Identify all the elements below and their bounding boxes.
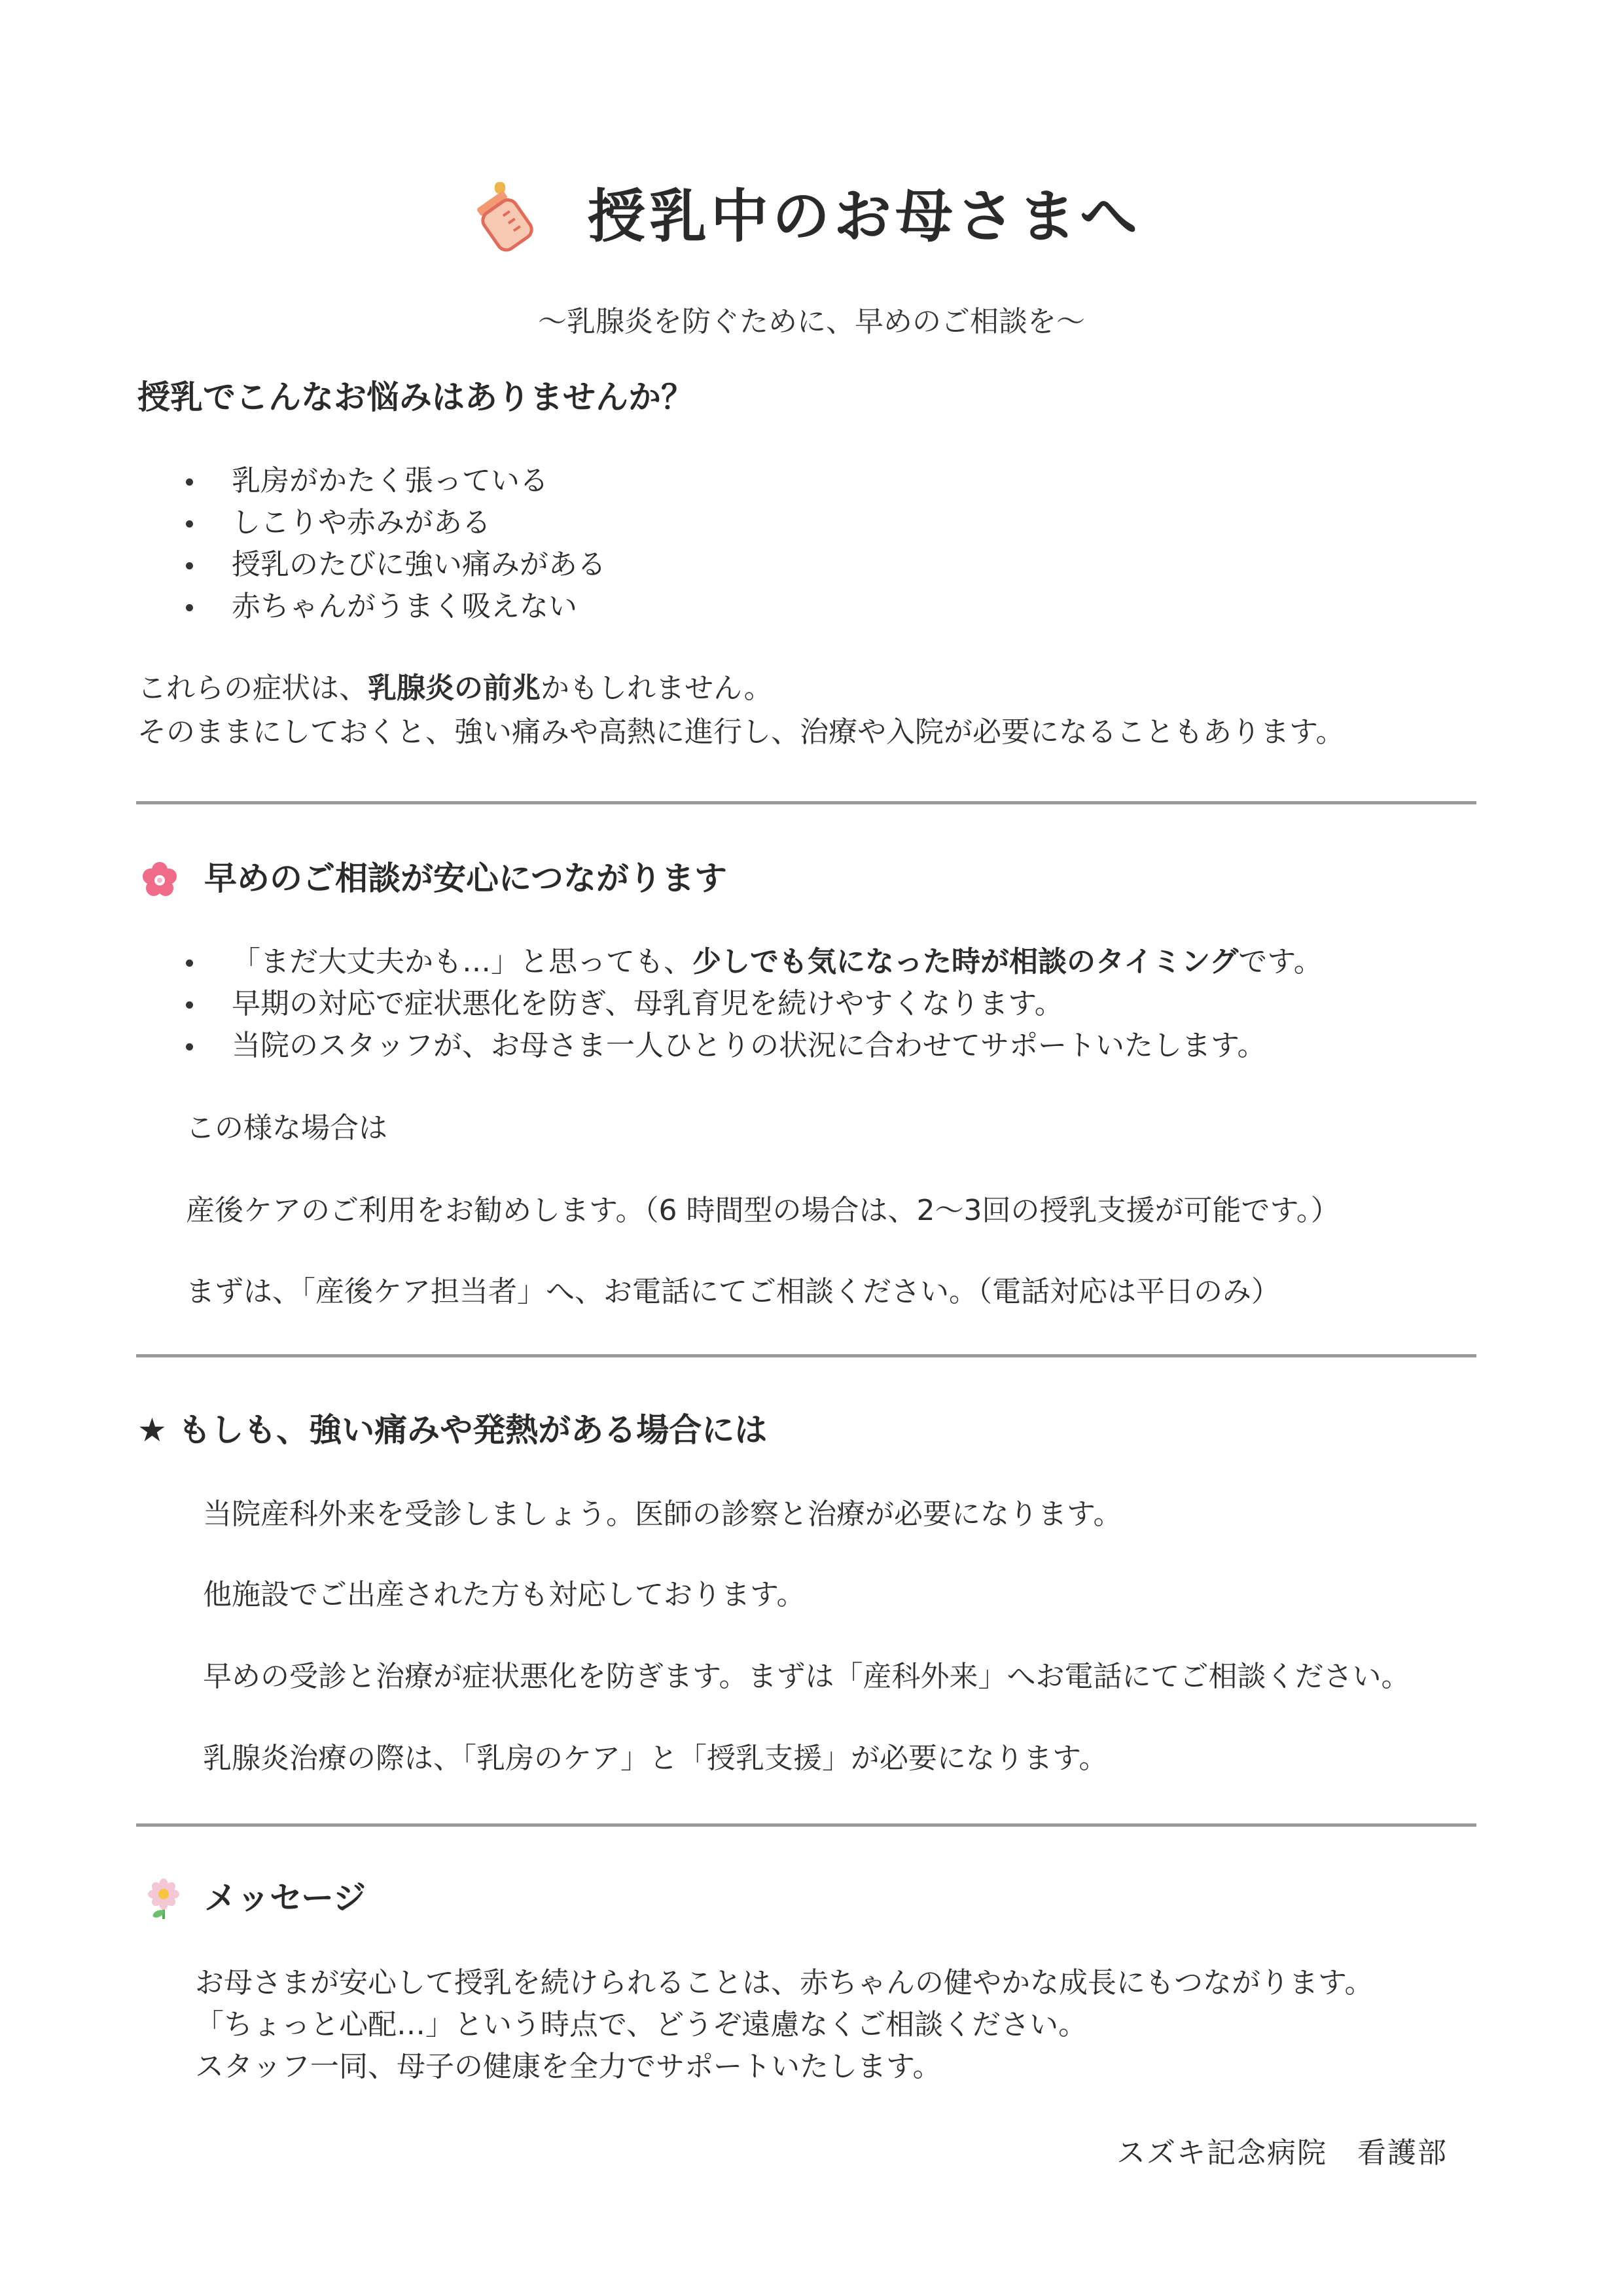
text-span: 「まだ大丈夫かも…」と思っても、	[232, 945, 692, 978]
signature: スズキ記念病院 看護部	[1116, 2136, 1448, 2170]
message-line-2: 「ちょっと心配…」という時点で、どうぞ遠慮なくご相談ください。	[195, 2008, 1088, 2041]
other-facility-text: 他施設でご出産された方も対応しております。	[203, 1578, 806, 1611]
baby-bottle-icon	[469, 181, 541, 253]
warning-paragraph-1	[137, 668, 773, 709]
section4-heading: メッセージ	[204, 1879, 366, 1917]
divider	[136, 801, 1476, 804]
list-item: しこりや赤みがある	[186, 502, 606, 544]
list-item: 授乳のたびに強い痛みがある	[186, 544, 606, 586]
text-span: これらの症状は、	[137, 672, 368, 705]
message-line-3: スタッフ一同、母子の健康を全力でサポートいたします。	[195, 2050, 942, 2083]
case-intro: この様な場合は	[186, 1111, 387, 1145]
warning-paragraph-2: そのままにしておくと、強い痛みや高熱に進行し、治療や入院が必要になることもあります。	[137, 715, 1345, 749]
outpatient-text: 当院産科外来を受診しましょう。医師の診察と治療が必要になります。	[203, 1498, 1122, 1531]
text-span: です。	[1238, 945, 1323, 978]
page-title: 授乳中のお母さまへ	[588, 183, 1142, 250]
postnatal-care-text: 産後ケアのご利用をお勧めします。（6 時間型の場合は、2～3回の授乳支援が可能です。）	[186, 1194, 1340, 1227]
list-item: 赤ちゃんがうまく吸えない	[186, 586, 606, 628]
treatment-text: 乳腺炎治療の際は、「乳房のケア」と「授乳支援」が必要になります。	[203, 1742, 1108, 1775]
consult-list	[186, 941, 1323, 1067]
list-item	[186, 941, 1323, 983]
message-line-1: お母さまが安心して授乳を続けられることは、赤ちゃんの健やかな成長にもつながります。	[195, 1966, 1374, 2000]
divider	[136, 1823, 1476, 1827]
symptom-list	[186, 460, 606, 628]
divider	[136, 1354, 1476, 1357]
list-item: 早期の対応で症状悪化を防ぎ、母乳育児を続けやすくなります。	[186, 983, 1323, 1025]
list-item: 当院のスタッフが、お母さま一人ひとりの状況に合わせてサポートいたします。	[186, 1025, 1323, 1067]
section1-heading: 授乳でこんなお悩みはありませんか？	[137, 378, 694, 416]
section3-heading: ★ もしも、強い痛みや発熱がある場合には	[137, 1411, 768, 1449]
title-area	[0, 171, 1623, 263]
flower-icon	[140, 860, 179, 899]
early-visit-text: 早めの受診と治療が症状悪化を防ぎます。まずは「産科外来」へお電話にてご相談ください。	[203, 1660, 1410, 1693]
page-subtitle: ～乳腺炎を防ぐために、早めのご相談を～	[538, 305, 1085, 338]
daisy-icon	[145, 1878, 182, 1920]
contact-text: まずは、「産後ケア担当者」へ、お電話にてご相談ください。（電話対応は平日のみ）	[186, 1275, 1280, 1308]
text-span: かもしれません。	[541, 672, 773, 705]
emphasis-text: 少しでも気になった時が相談のタイミング	[692, 945, 1239, 978]
emphasis-text: 乳腺炎の前兆	[368, 672, 541, 705]
section2-heading: 早めのご相談が安心につながります	[204, 859, 727, 897]
list-item: 乳房がかたく張っている	[186, 460, 606, 502]
